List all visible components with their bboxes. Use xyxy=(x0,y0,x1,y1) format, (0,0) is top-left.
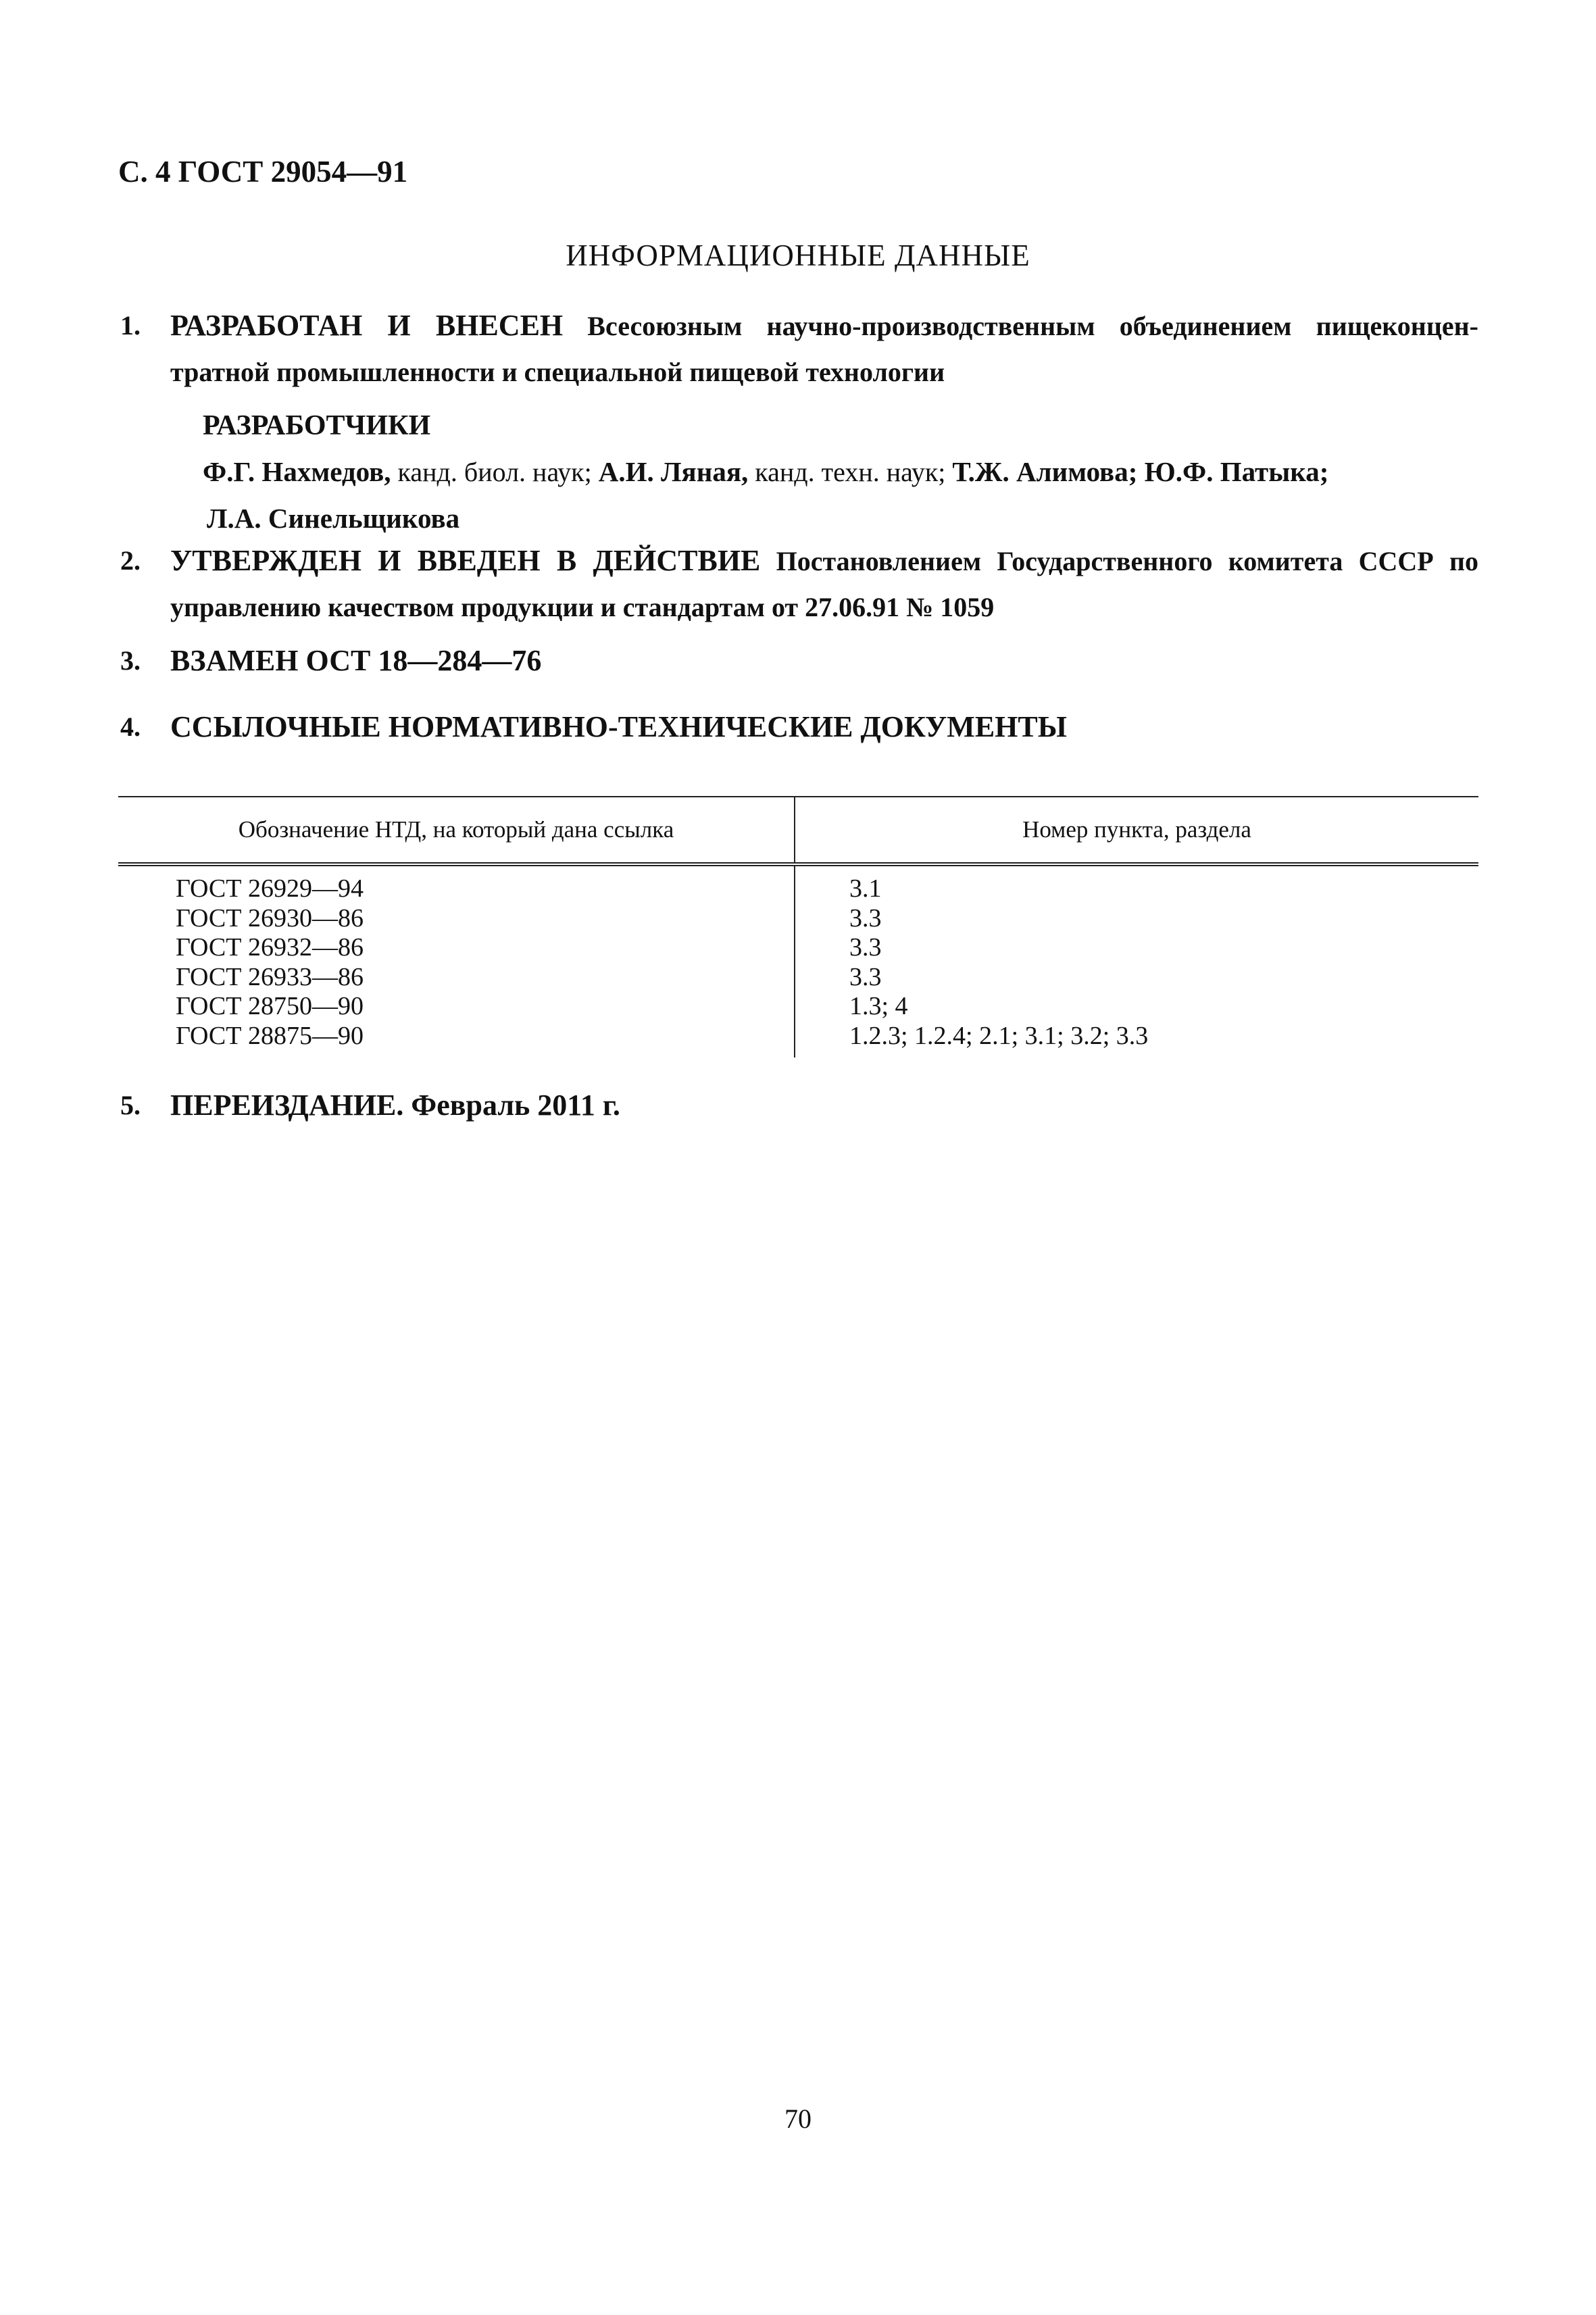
item-2-line-2: управлению качеством продукции и стандартам от 27.06.91 № 1059 xyxy=(170,592,995,622)
table-cell-designation: ГОСТ 28875—90 xyxy=(118,1022,795,1058)
item-5 xyxy=(120,1082,1478,1128)
item-3-text: ВЗАМЕН ОСТ 18—284—76 xyxy=(170,644,542,677)
developer-name: Ф.Г. Нахмедов, xyxy=(203,456,391,487)
item-5-text: ПЕРЕИЗДАНИЕ. Февраль 2011 г. xyxy=(170,1089,620,1122)
table-cell-clause: 3.3 xyxy=(849,903,882,932)
developer-name: Л.А. Синельщикова xyxy=(207,503,460,534)
table-cell-clause: 1.2.3; 1.2.4; 2.1; 3.1; 3.2; 3.3 xyxy=(849,1021,1149,1050)
table-header-row xyxy=(118,797,1478,864)
developer-name: А.И. Ляная, xyxy=(598,456,749,487)
table-cell-clause: 3.3 xyxy=(849,933,882,962)
item-5-number: 5. xyxy=(120,1090,141,1120)
table-row xyxy=(118,992,1478,1022)
table-cell-designation: ГОСТ 26933—86 xyxy=(118,963,795,993)
item-1-lead: РАЗРАБОТАН И ВНЕСЕН xyxy=(170,309,564,342)
item-4-number: 4. xyxy=(120,712,141,742)
table-cell-clause: 3.1 xyxy=(849,874,882,903)
references-table xyxy=(118,796,1478,1057)
table-row xyxy=(118,1022,1478,1058)
table-cell-designation: ГОСТ 26930—86 xyxy=(118,904,795,934)
page-number: 70 xyxy=(784,2104,812,2134)
table-row xyxy=(118,904,1478,934)
item-1 xyxy=(120,303,1478,395)
item-2-number: 2. xyxy=(120,545,141,576)
item-4-text: ССЫЛОЧНЫЕ НОРМАТИВНО-ТЕХНИЧЕСКИЕ ДОКУМЕНТЫ xyxy=(170,710,1067,743)
item-4 xyxy=(120,704,1478,750)
column-header-clause: Номер пункта, раздела xyxy=(795,797,1478,864)
table-cell-designation: ГОСТ 26929—94 xyxy=(118,864,795,904)
table-cell-clause: 3.3 xyxy=(849,962,882,991)
developer-degree: канд. биол. наук; xyxy=(397,457,592,487)
table-row xyxy=(118,864,1478,904)
item-1-number: 1. xyxy=(120,310,141,341)
developer-degree: канд. техн. наук; xyxy=(755,457,946,487)
column-header-designation: Обозначение НТД, на который дана ссылка xyxy=(118,797,795,864)
developer-names: Т.Ж. Алимова; Ю.Ф. Патыка; xyxy=(952,456,1329,487)
item-1-line-1 xyxy=(170,303,1478,349)
table-row xyxy=(118,933,1478,963)
section-title: ИНФОРМАЦИОННЫЕ ДАННЫЕ xyxy=(566,239,1030,272)
developers-heading: РАЗРАБОТЧИКИ xyxy=(203,410,431,441)
developers-line-1 xyxy=(203,449,1480,495)
table-cell-designation: ГОСТ 26932—86 xyxy=(118,933,795,963)
item-2-text: Постановлением Государственного комитета СССР по xyxy=(776,546,1479,576)
table-cell-clause: 1.3; 4 xyxy=(849,992,908,1020)
page-header: С. 4 ГОСТ 29054—91 xyxy=(118,155,408,189)
item-1-line-2: тратной промышленности и специальной пищевой технологии xyxy=(170,357,945,387)
item-2-line-1 xyxy=(170,538,1478,584)
item-3-number: 3. xyxy=(120,645,141,676)
item-2 xyxy=(120,538,1478,630)
item-3 xyxy=(120,638,1478,684)
item-1-text: Всесоюзным научно-производственным объединением пищеконцен- xyxy=(587,311,1478,341)
table-cell-designation: ГОСТ 28750—90 xyxy=(118,992,795,1022)
item-2-lead: УТВЕРЖДЕН И ВВЕДЕН В ДЕЙСТВИЕ xyxy=(170,544,761,577)
table-row xyxy=(118,963,1478,993)
developers-block xyxy=(203,403,1480,541)
